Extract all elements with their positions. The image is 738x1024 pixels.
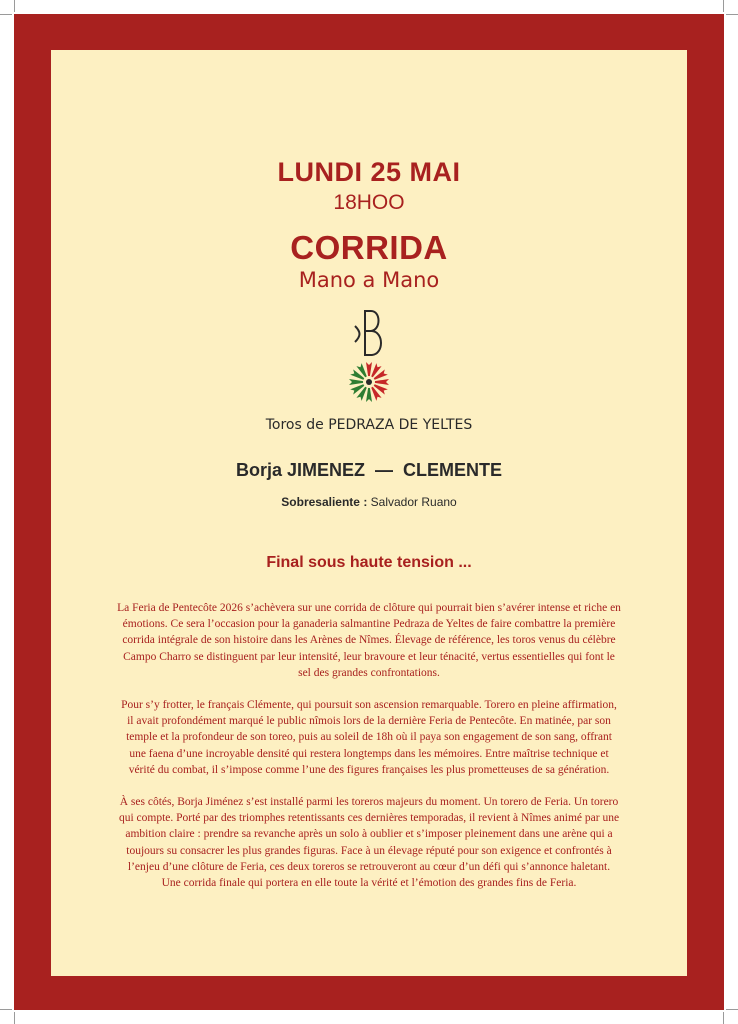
crop-mark <box>0 14 12 15</box>
article-paragraph: La Feria de Pentecôte 2026 s’achèvera sur une corrida de clôture qui pourrait bien s’avérer intense et riche en émotions. Ce sera l’occasion pour la ganaderia salmantine Pedraza de Yeltes de faire combattre la première corrida intégrale de son histoire dans les Arènes de Nîmes. Élevage de référence, les toros venus du célèbre Campo Charro se distinguent par leur intensité, leur bravoure et leur ténacité, vertus essentielles qui font le sel des grandes confrontations. <box>117 602 621 679</box>
crop-mark <box>0 1009 12 1010</box>
reserve-label: Sobresaliente : <box>281 495 368 509</box>
bullfighters-line <box>51 459 687 481</box>
event-time: 18HOO <box>333 191 405 214</box>
ganaderia-b-icon <box>351 308 387 358</box>
bulls-ranch: Toros de PEDRAZA DE YELTES <box>265 417 473 433</box>
article-body <box>117 600 621 907</box>
sun-emblem-icon <box>347 360 391 404</box>
article-heading: Final sous haute tension ... <box>266 554 472 571</box>
bullfighter-separator: — <box>375 460 394 480</box>
crop-mark <box>14 0 15 12</box>
crop-mark <box>723 0 724 12</box>
article-paragraph: Pour s’y frotter, le français Clémente, qui poursuit son ascension remarquable. Torero en pleine affirmation, il avait profondément marqué le public nîmois lors de la dernière Feria de Pentecôte. En matinée, par son temple et la profondeur de son toreo, puis au soleil de 18h où il paya son engagement de son sang, offrant une faena d’une incroyable densité qui restera longtemps dans les mémoires. Entre maîtrise technique et vérité du combat, il s’impose comme l’une des figures françaises les plus prometteuses de sa génération. <box>121 699 617 776</box>
poster-panel <box>51 50 687 976</box>
article-paragraph: À ses côtés, Borja Jiménez s’est installé parmi les toreros majeurs du moment. Un torero de Feria. Un torero qui compte. Porté par des triomphes retentissants ces dernières temporadas, il revient à Nîmes animé par une ambition claire : prendre sa revanche après un solo à oublier et s’imposer pleinement dans une arène qui a toujours su consacrer les plus grandes figuras. Face à un élevage réputé pour son exigence et confrontés à l’enjeu d’une clôture de Feria, ces deux toreros se retrouveront au cœur d’un défi qui s’annonce haletant. Une corrida finale qui portera en elle toute la vérité et l’émotion des grandes fins de Feria. <box>118 796 620 890</box>
event-date: LUNDI 25 MAI <box>277 157 461 187</box>
bullfighter-name: CLEMENTE <box>403 460 503 480</box>
crop-mark <box>726 1009 738 1010</box>
crop-mark <box>726 14 738 15</box>
crop-mark <box>723 1012 724 1024</box>
reserve-name: Salvador Ruano <box>370 495 457 509</box>
reserve-line <box>51 494 687 510</box>
event-title: CORRIDA <box>290 229 448 266</box>
bullfighter-name: Borja JIMENEZ <box>235 460 366 480</box>
event-subtitle: Mano a Mano <box>298 268 440 292</box>
poster-frame <box>14 14 724 1010</box>
crop-mark <box>14 1012 15 1024</box>
